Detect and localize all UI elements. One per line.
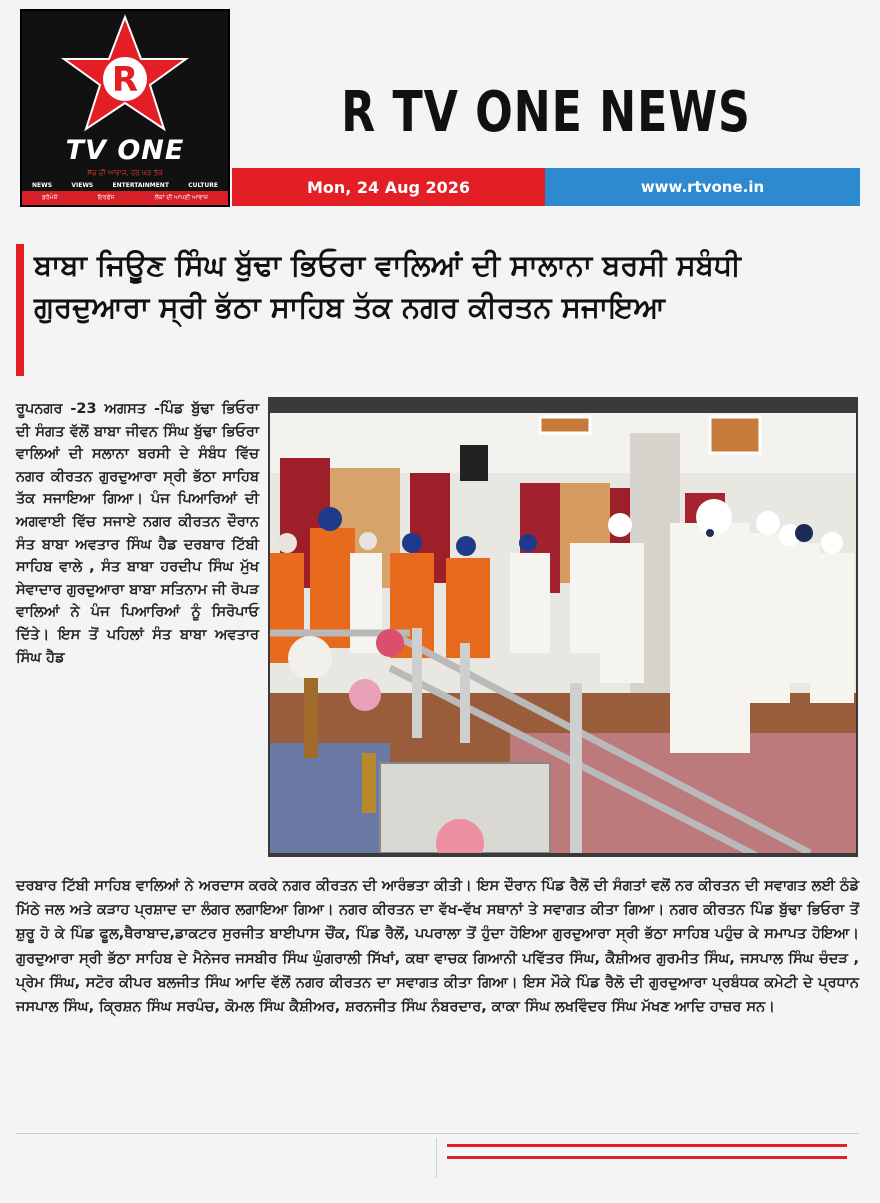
logo-nav xyxy=(32,182,218,189)
logo-letter: R xyxy=(111,60,139,100)
logo-social-strip xyxy=(22,191,228,205)
publish-date: Mon, 24 Aug 2026 xyxy=(306,177,471,197)
article-photo xyxy=(268,397,858,857)
footer-accent-line xyxy=(447,1144,847,1147)
logo-social-item: ਇਰਫੇਂਸ xyxy=(97,194,115,201)
logo-social-item: ਲੋਕਾਂ ਦੀ ਆਪਣੀ ਆਵਾਜ਼ xyxy=(154,194,208,201)
site-title: R TV ONE NEWS xyxy=(341,80,751,145)
site-url-link[interactable]: www.rtvone.in xyxy=(640,178,765,196)
footer-divider xyxy=(436,1138,437,1178)
logo-tagline: ਸੱਚ ਦੀ ਆਵਾਜ਼, ਹਰ ਘਰ ਤੱਕ xyxy=(87,169,163,177)
photo-illustration xyxy=(270,413,856,853)
logo-nav-item: VIEWS xyxy=(71,182,94,189)
article-column-text: ਰੂਪਨਗਰ -23 ਅਗਸਤ -ਪਿੰਡ ਬੁੱਢਾ ਭਿਓਰਾ ਦੀ ਸੰਗਤ ਵੱਲੋਂ ਬਾਬਾ ਜੀਵਨ ਸਿੰਘ ਬੁੱਢਾ ਭਿਓਰਾ ਵਾਲਿਆਂ ਦੀ ਸਲਾਨਾ ਬਰਸੀ ਦੇ ਸੰਬੰਧ ਵਿੱਚ ਨਗਰ ਕੀਰਤਨ ਗੁਰਦੁਆਰਾ ਸ੍ਰੀ ਭੱਠਾ ਸਾਹਿਬ ਤੱਕ ਸਜਾਇਆ ਗਿਆ। ਪੰਜ ਪਿਆਰਿਆਂ ਦੀ ਅਗਵਾਈ ਵਿੱਚ ਸਜਾਏ ਨਗਰ ਕੀਰਤਨ ਦੌਰਾਨ ਸੰਤ ਬਾਬਾ ਅਵਤਾਰ ਸਿੰਘ ਹੈਡ ਦਰਬਾਰ ਟਿੱਬੀ ਸਾਹਿਬ ਵਾਲੇ , ਸੰਤ ਬਾਬਾ ਹਰਦੀਪ ਸਿੰਘ ਮੁੱਖ ਸੇਵਾਦਾਰ ਗੁਰਦੁਆਰਾ ਬਾਬਾ ਸਤਿਨਾਮ ਜੀ ਰੋਪੜ ਵਾਲਿਆਂ ਨੇ ਪੰਜ ਪਿਆਰਿਆਂ ਨੂੰ ਸਿਰੋਪਾਓ ਦਿੱਤੇ। ਇਸ ਤੋਂ ਪਹਿਲਾਂ ਸੰਤ ਬਾਬਾ ਅਵਤਾਰ ਸਿੰਘ ਹੈਡ xyxy=(16,401,259,666)
logo-nav-item: NEWS xyxy=(32,182,53,189)
date-bar xyxy=(232,168,545,206)
footer-accent-line xyxy=(447,1156,847,1159)
article-headline: ਬਾਬਾ ਜਿਊਣ ਸਿੰਘ ਬੁੱਢਾ ਭਿਓਰਾ ਵਾਲਿਆਂ ਦੀ ਸਾਲਾਨਾ ਬਰਸੀ ਸਬੰਧੀ ਗੁਰਦੁਆਰਾ ਸ੍ਰੀ ਭੱਠਾ ਸਾਹਿਬ ਤੱਕ ਨਗਰ ਕੀਰਤਨ ਸਜਾਇਆ xyxy=(34,248,741,324)
article-body-text: ਦਰਬਾਰ ਟਿੱਬੀ ਸਾਹਿਬ ਵਾਲਿਆਂ ਨੇ ਅਰਦਾਸ ਕਰਕੇ ਨਗਰ ਕੀਰਤਨ ਦੀ ਆਰੰਭਤਾ ਕੀਤੀ। ਇਸ ਦੌਰਾਨ ਪਿੰਡ ਰੈਲੋਂ ਦੀ ਸੰਗਤਾਂ ਵਲੋਂ ਨਰ ਕੀਰਤਨ ਦੀ ਸਵਾਗਤ ਲਈ ਠੰਡੇ ਮਿੱਠੇ ਜਲ ਅਤੇ ਕੜਾਹ ਪ੍ਰਸ਼ਾਦ ਦਾ ਲੰਗਰ ਲਗਾਇਆ ਗਿਆ। ਨਗਰ ਕੀਰਤਨ ਦਾ ਵੱਖ-ਵੱਖ ਸਥਾਨਾਂ ਤੇ ਸਵਾਗਤ ਕੀਤਾ ਗਿਆ। ਨਗਰ ਕੀਰਤਨ ਪਿੰਡ ਬੁੱਢਾ ਭਿਓਰਾ ਤੋਂ ਸ਼ੁਰੂ ਹੋ ਕੇ ਪਿੰਡ ਫੂਲ,ਥੈਰਾਬਾਦ,ਡਾਕਟਰ ਸੁਰਜੀਤ ਬਾਈਪਾਸ ਚੌਂਕ, ਪਿੰਡ ਰੈਲੋਂ, ਪਪਰਾਲਾ ਤੋਂ ਹੁੰਦਾ ਹੋਇਆ ਗੁਰਦੁਆਰਾ ਸ੍ਰੀ ਭੱਠਾ ਸਾਹਿਬ ਪਹੁੰਚ ਕੇ ਸਮਾਪਤ ਹੋਇਆ। ਗੁਰਦੁਆਰਾ ਸ੍ਰੀ ਭੱਠਾ ਸਾਹਿਬ ਦੇ ਮੈਨੇਜਰ ਜਸਬੀਰ ਸਿੰਘ ਘੁੰਗਰਾਲੀ ਸਿੱਖਾਂ, ਕਥਾ ਵਾਚਕ ਗਿਆਨੀ ਪਵਿੱਤਰ ਸਿੰਘ, ਕੈਸ਼ੀਅਰ ਗੁਰਮੀਤ ਸਿੰਘ, ਜਸਪਾਲ ਸਿੰਘ ਚੰਦੜ , ਪ੍ਰੇਮ ਸਿੰਘ, ਸਟੋਰ ਕੀਪਰ ਬਲਜੀਤ ਸਿੰਘ ਆਦਿ ਵੱਲੋਂ ਨਗਰ ਕੀਰਤਨ ਦਾ ਸਵਾਗਤ ਕੀਤਾ ਗਿਆ। ਇਸ ਮੌਕੇ ਪਿੰਡ ਰੈਲੋ ਦੀ ਗੁਰਦੁਆਰਾ ਪ੍ਰਬੰਧਕ ਕਮੇਟੀ ਦੇ ਪ੍ਰਧਾਨ ਜਸਪਾਲ ਸਿੰਘ, ਕ੍ਰਿਸ਼ਨ ਸਿੰਘ ਸਰਪੰਚ, ਕੋਮਲ ਸਿੰਘ ਕੈਸ਼ੀਅਰ, ਸ਼ਰਨਜੀਤ ਸਿੰਘ ਨੰਬਰਦਾਰ, ਕਾਕਾ ਸਿੰਘ ਲਖਵਿੰਦਰ ਸਿੰਘ ਮੱਖਣ ਆਦਿ ਹਾਜ਼ਰ ਸਨ। xyxy=(16,878,859,1016)
logo-social-item: ਡਰੋਮੇਸ਼ੋ xyxy=(42,194,58,201)
footer-separator xyxy=(16,1133,859,1134)
url-bar[interactable] xyxy=(545,168,860,206)
site-logo[interactable] xyxy=(20,9,230,207)
logo-brand: TV ONE xyxy=(65,135,185,166)
logo-nav-item: CULTURE xyxy=(188,182,218,189)
headline-accent-bar xyxy=(16,244,24,376)
logo-nav-item: ENTERTAINMENT xyxy=(112,182,169,189)
